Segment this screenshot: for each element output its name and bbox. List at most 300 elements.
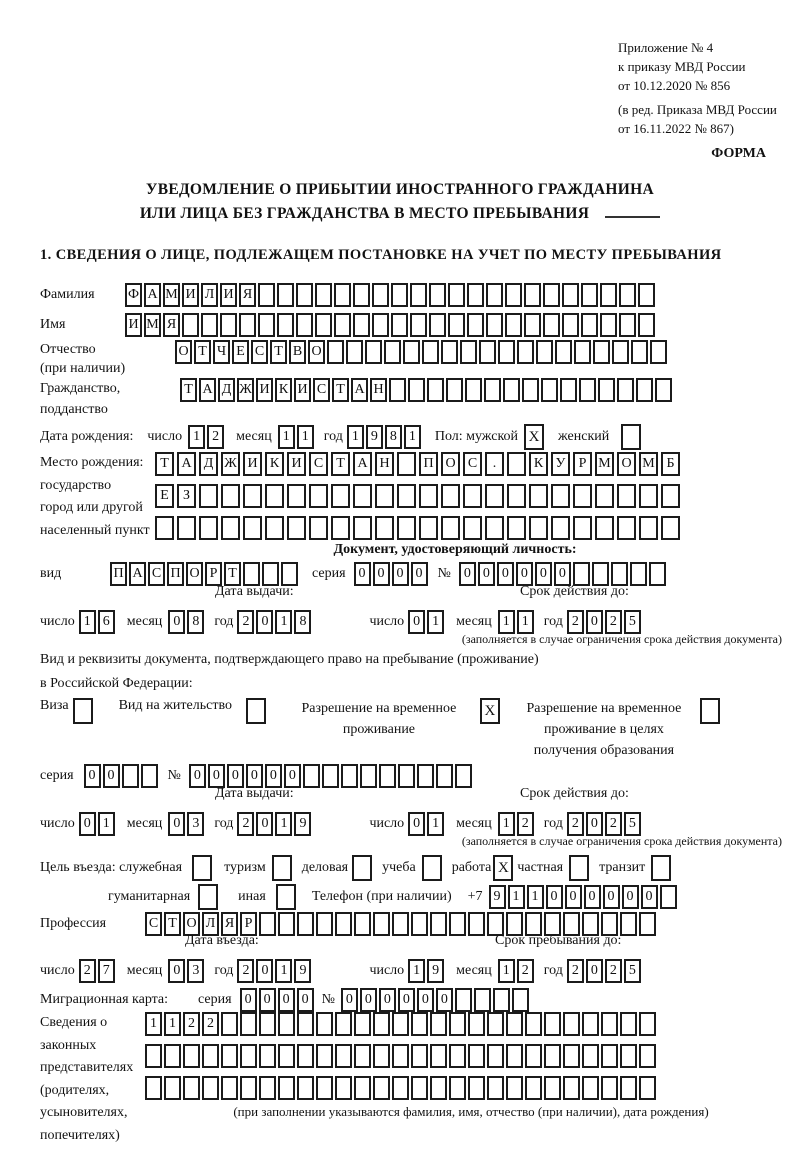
char-cell[interactable]: 0: [354, 562, 371, 586]
char-cell[interactable]: В: [289, 340, 306, 364]
char-cell[interactable]: 3: [187, 959, 204, 983]
char-cell[interactable]: 0: [565, 885, 582, 909]
birthplace-row1-cells[interactable]: [155, 452, 683, 476]
char-cell[interactable]: 1: [297, 425, 314, 449]
char-cell[interactable]: 1: [404, 425, 421, 449]
char-cell[interactable]: Т: [331, 452, 350, 476]
char-cell[interactable]: Т: [194, 340, 211, 364]
char-cell[interactable]: 0: [535, 562, 552, 586]
char-cell[interactable]: 2: [202, 1012, 219, 1036]
char-cell[interactable]: [202, 1044, 219, 1068]
char-cell[interactable]: [517, 340, 534, 364]
char-cell[interactable]: [617, 378, 634, 402]
char-cell[interactable]: [620, 1076, 637, 1100]
char-cell[interactable]: А: [353, 452, 372, 476]
stay-month-cells[interactable]: [498, 959, 536, 983]
char-cell[interactable]: [391, 283, 408, 307]
char-cell[interactable]: [410, 313, 427, 337]
char-cell[interactable]: 1: [498, 812, 515, 836]
char-cell[interactable]: [417, 764, 434, 788]
char-cell[interactable]: Р: [240, 912, 257, 936]
char-cell[interactable]: 0: [478, 562, 495, 586]
char-cell[interactable]: [354, 1012, 371, 1036]
char-cell[interactable]: [543, 283, 560, 307]
char-cell[interactable]: [277, 313, 294, 337]
char-cell[interactable]: 0: [641, 885, 658, 909]
char-cell[interactable]: [463, 516, 482, 540]
char-cell[interactable]: [573, 562, 590, 586]
char-cell[interactable]: [449, 1044, 466, 1068]
char-cell[interactable]: 0: [103, 764, 120, 788]
char-cell[interactable]: 2: [567, 610, 584, 634]
char-cell[interactable]: [639, 484, 658, 508]
char-cell[interactable]: 2: [237, 959, 254, 983]
char-cell[interactable]: [522, 378, 539, 402]
char-cell[interactable]: [164, 1076, 181, 1100]
char-cell[interactable]: 0: [341, 988, 358, 1012]
char-cell[interactable]: [465, 378, 482, 402]
char-cell[interactable]: 1: [79, 610, 96, 634]
char-cell[interactable]: [411, 1012, 428, 1036]
char-cell[interactable]: 0: [189, 764, 206, 788]
char-cell[interactable]: Н: [370, 378, 387, 402]
resdoc-valid-month-cells[interactable]: [498, 812, 536, 836]
char-cell[interactable]: [524, 313, 541, 337]
char-cell[interactable]: С: [309, 452, 328, 476]
char-cell[interactable]: [486, 313, 503, 337]
char-cell[interactable]: 2: [605, 812, 622, 836]
char-cell[interactable]: У: [551, 452, 570, 476]
char-cell[interactable]: 1: [275, 812, 292, 836]
checkbox-other[interactable]: [276, 884, 296, 910]
char-cell[interactable]: [601, 1044, 618, 1068]
char-cell[interactable]: [297, 1044, 314, 1068]
char-cell[interactable]: [408, 378, 425, 402]
char-cell[interactable]: Р: [573, 452, 592, 476]
checkbox-male[interactable]: X: [524, 424, 544, 450]
char-cell[interactable]: [145, 1076, 162, 1100]
char-cell[interactable]: [354, 912, 371, 936]
char-cell[interactable]: [316, 1044, 333, 1068]
iddoc-number-cells[interactable]: [459, 562, 668, 586]
char-cell[interactable]: Р: [205, 562, 222, 586]
char-cell[interactable]: 2: [567, 959, 584, 983]
char-cell[interactable]: [240, 1044, 257, 1068]
patronymic-cells[interactable]: [175, 340, 669, 364]
char-cell[interactable]: 1: [427, 812, 444, 836]
char-cell[interactable]: [335, 1044, 352, 1068]
char-cell[interactable]: [525, 1012, 542, 1036]
char-cell[interactable]: Е: [232, 340, 249, 364]
char-cell[interactable]: [346, 340, 363, 364]
char-cell[interactable]: М: [144, 313, 161, 337]
char-cell[interactable]: [373, 1076, 390, 1100]
char-cell[interactable]: [183, 1044, 200, 1068]
birth-month-cells[interactable]: [278, 425, 316, 449]
char-cell[interactable]: 0: [516, 562, 533, 586]
char-cell[interactable]: [582, 1044, 599, 1068]
checkbox-private[interactable]: [569, 855, 589, 881]
char-cell[interactable]: [391, 313, 408, 337]
char-cell[interactable]: [430, 1012, 447, 1036]
char-cell[interactable]: [562, 313, 579, 337]
char-cell[interactable]: [525, 1044, 542, 1068]
char-cell[interactable]: [639, 1044, 656, 1068]
char-cell[interactable]: [419, 484, 438, 508]
stay-year-cells[interactable]: [567, 959, 643, 983]
char-cell[interactable]: [177, 516, 196, 540]
resdoc-valid-year-cells[interactable]: [567, 812, 643, 836]
char-cell[interactable]: [199, 484, 218, 508]
char-cell[interactable]: 2: [237, 812, 254, 836]
char-cell[interactable]: Л: [202, 912, 219, 936]
char-cell[interactable]: О: [308, 340, 325, 364]
char-cell[interactable]: [145, 1044, 162, 1068]
char-cell[interactable]: [373, 912, 390, 936]
char-cell[interactable]: [309, 516, 328, 540]
char-cell[interactable]: [259, 1012, 276, 1036]
char-cell[interactable]: [278, 912, 295, 936]
char-cell[interactable]: .: [485, 452, 504, 476]
char-cell[interactable]: 9: [366, 425, 383, 449]
char-cell[interactable]: [573, 484, 592, 508]
iddoc-issue-year-cells[interactable]: [237, 610, 313, 634]
char-cell[interactable]: [183, 1076, 200, 1100]
char-cell[interactable]: [485, 484, 504, 508]
char-cell[interactable]: 7: [98, 959, 115, 983]
char-cell[interactable]: 1: [347, 425, 364, 449]
char-cell[interactable]: Д: [218, 378, 235, 402]
char-cell[interactable]: [506, 1076, 523, 1100]
char-cell[interactable]: [617, 516, 636, 540]
checkbox-visa[interactable]: [73, 698, 93, 724]
char-cell[interactable]: [240, 1012, 257, 1036]
char-cell[interactable]: [611, 562, 628, 586]
char-cell[interactable]: 1: [527, 885, 544, 909]
char-cell[interactable]: 0: [79, 812, 96, 836]
char-cell[interactable]: 0: [622, 885, 639, 909]
char-cell[interactable]: [484, 378, 501, 402]
char-cell[interactable]: 2: [567, 812, 584, 836]
char-cell[interactable]: О: [183, 912, 200, 936]
char-cell[interactable]: 1: [278, 425, 295, 449]
char-cell[interactable]: 0: [256, 959, 273, 983]
char-cell[interactable]: [536, 340, 553, 364]
char-cell[interactable]: [617, 484, 636, 508]
char-cell[interactable]: [354, 1076, 371, 1100]
char-cell[interactable]: 0: [408, 610, 425, 634]
char-cell[interactable]: [639, 516, 658, 540]
checkbox-tourism[interactable]: [272, 855, 292, 881]
char-cell[interactable]: [446, 378, 463, 402]
char-cell[interactable]: [430, 1076, 447, 1100]
char-cell[interactable]: 0: [284, 764, 301, 788]
char-cell[interactable]: [309, 484, 328, 508]
char-cell[interactable]: [467, 283, 484, 307]
char-cell[interactable]: 2: [605, 610, 622, 634]
char-cell[interactable]: [487, 1044, 504, 1068]
checkbox-study[interactable]: [422, 855, 442, 881]
char-cell[interactable]: [449, 1076, 466, 1100]
char-cell[interactable]: [419, 516, 438, 540]
checkbox-rvp[interactable]: X: [480, 698, 500, 724]
char-cell[interactable]: [335, 1076, 352, 1100]
char-cell[interactable]: Т: [164, 912, 181, 936]
char-cell[interactable]: С: [251, 340, 268, 364]
char-cell[interactable]: [287, 484, 306, 508]
checkbox-residence-permit[interactable]: [246, 698, 266, 724]
char-cell[interactable]: [202, 1076, 219, 1100]
char-cell[interactable]: 0: [417, 988, 434, 1012]
checkbox-transit[interactable]: [651, 855, 671, 881]
char-cell[interactable]: 0: [411, 562, 428, 586]
char-cell[interactable]: [372, 283, 389, 307]
resdoc-series-cells[interactable]: [84, 764, 160, 788]
char-cell[interactable]: 1: [275, 610, 292, 634]
char-cell[interactable]: [449, 1012, 466, 1036]
phone-cells[interactable]: [489, 885, 679, 909]
char-cell[interactable]: [411, 1076, 428, 1100]
char-cell[interactable]: [660, 885, 677, 909]
char-cell[interactable]: [573, 516, 592, 540]
char-cell[interactable]: [448, 283, 465, 307]
char-cell[interactable]: [422, 340, 439, 364]
char-cell[interactable]: 5: [624, 610, 641, 634]
char-cell[interactable]: О: [186, 562, 203, 586]
char-cell[interactable]: Т: [332, 378, 349, 402]
char-cell[interactable]: И: [294, 378, 311, 402]
char-cell[interactable]: Ф: [125, 283, 142, 307]
stay-day-cells[interactable]: [408, 959, 446, 983]
char-cell[interactable]: М: [595, 452, 614, 476]
char-cell[interactable]: [529, 484, 548, 508]
char-cell[interactable]: [544, 1076, 561, 1100]
char-cell[interactable]: [563, 1044, 580, 1068]
char-cell[interactable]: [650, 340, 667, 364]
char-cell[interactable]: [487, 1012, 504, 1036]
iddoc-series-cells[interactable]: [354, 562, 430, 586]
surname-cells[interactable]: [125, 283, 657, 307]
char-cell[interactable]: [389, 378, 406, 402]
char-cell[interactable]: 1: [498, 959, 515, 983]
migcard-series-cells[interactable]: [240, 988, 316, 1012]
char-cell[interactable]: 3: [187, 812, 204, 836]
char-cell[interactable]: Ж: [237, 378, 254, 402]
char-cell[interactable]: [581, 283, 598, 307]
char-cell[interactable]: Т: [270, 340, 287, 364]
char-cell[interactable]: [335, 1012, 352, 1036]
char-cell[interactable]: [327, 340, 344, 364]
char-cell[interactable]: [620, 1012, 637, 1036]
char-cell[interactable]: [468, 1012, 485, 1036]
char-cell[interactable]: 0: [497, 562, 514, 586]
char-cell[interactable]: [296, 283, 313, 307]
char-cell[interactable]: 0: [208, 764, 225, 788]
char-cell[interactable]: [455, 764, 472, 788]
char-cell[interactable]: [620, 1044, 637, 1068]
char-cell[interactable]: С: [148, 562, 165, 586]
char-cell[interactable]: О: [441, 452, 460, 476]
char-cell[interactable]: [392, 1076, 409, 1100]
char-cell[interactable]: [258, 283, 275, 307]
char-cell[interactable]: [468, 1076, 485, 1100]
char-cell[interactable]: [636, 378, 653, 402]
char-cell[interactable]: [392, 912, 409, 936]
char-cell[interactable]: [436, 764, 453, 788]
char-cell[interactable]: Т: [155, 452, 174, 476]
char-cell[interactable]: [541, 378, 558, 402]
checkbox-official[interactable]: [192, 855, 212, 881]
char-cell[interactable]: [278, 1076, 295, 1100]
char-cell[interactable]: [397, 452, 416, 476]
char-cell[interactable]: 0: [554, 562, 571, 586]
char-cell[interactable]: [631, 340, 648, 364]
char-cell[interactable]: [297, 912, 314, 936]
char-cell[interactable]: С: [463, 452, 482, 476]
char-cell[interactable]: [598, 378, 615, 402]
char-cell[interactable]: 0: [603, 885, 620, 909]
char-cell[interactable]: П: [110, 562, 127, 586]
checkbox-business[interactable]: [352, 855, 372, 881]
resdoc-number-cells[interactable]: [189, 764, 474, 788]
char-cell[interactable]: [448, 313, 465, 337]
char-cell[interactable]: [315, 313, 332, 337]
char-cell[interactable]: [384, 340, 401, 364]
char-cell[interactable]: [397, 484, 416, 508]
char-cell[interactable]: [562, 283, 579, 307]
char-cell[interactable]: [449, 912, 466, 936]
char-cell[interactable]: П: [419, 452, 438, 476]
char-cell[interactable]: [601, 1076, 618, 1100]
char-cell[interactable]: 0: [256, 812, 273, 836]
char-cell[interactable]: [392, 1044, 409, 1068]
char-cell[interactable]: 2: [207, 425, 224, 449]
char-cell[interactable]: Я: [163, 313, 180, 337]
char-cell[interactable]: [427, 378, 444, 402]
char-cell[interactable]: 0: [297, 988, 314, 1012]
char-cell[interactable]: И: [220, 283, 237, 307]
char-cell[interactable]: Б: [661, 452, 680, 476]
char-cell[interactable]: [403, 340, 420, 364]
iddoc-valid-month-cells[interactable]: [498, 610, 536, 634]
char-cell[interactable]: М: [163, 283, 180, 307]
char-cell[interactable]: [410, 283, 427, 307]
char-cell[interactable]: [595, 484, 614, 508]
char-cell[interactable]: [316, 1076, 333, 1100]
char-cell[interactable]: [503, 378, 520, 402]
char-cell[interactable]: [262, 562, 279, 586]
char-cell[interactable]: 1: [498, 610, 515, 634]
char-cell[interactable]: [601, 1012, 618, 1036]
char-cell[interactable]: [560, 378, 577, 402]
char-cell[interactable]: 2: [605, 959, 622, 983]
char-cell[interactable]: 2: [237, 610, 254, 634]
char-cell[interactable]: [639, 1076, 656, 1100]
char-cell[interactable]: [619, 283, 636, 307]
char-cell[interactable]: И: [243, 452, 262, 476]
char-cell[interactable]: [297, 1012, 314, 1036]
char-cell[interactable]: [630, 562, 647, 586]
char-cell[interactable]: [365, 340, 382, 364]
char-cell[interactable]: С: [145, 912, 162, 936]
char-cell[interactable]: [398, 764, 415, 788]
char-cell[interactable]: 0: [398, 988, 415, 1012]
birth-year-cells[interactable]: [347, 425, 423, 449]
char-cell[interactable]: О: [175, 340, 192, 364]
char-cell[interactable]: 0: [373, 562, 390, 586]
char-cell[interactable]: [331, 484, 350, 508]
char-cell[interactable]: Т: [180, 378, 197, 402]
char-cell[interactable]: [507, 452, 526, 476]
char-cell[interactable]: [265, 484, 284, 508]
char-cell[interactable]: [199, 516, 218, 540]
char-cell[interactable]: [441, 484, 460, 508]
char-cell[interactable]: [258, 313, 275, 337]
char-cell[interactable]: [506, 1044, 523, 1068]
birth-day-cells[interactable]: [188, 425, 226, 449]
char-cell[interactable]: 9: [427, 959, 444, 983]
char-cell[interactable]: [639, 1012, 656, 1036]
char-cell[interactable]: [240, 1076, 257, 1100]
char-cell[interactable]: [221, 1076, 238, 1100]
char-cell[interactable]: [506, 1012, 523, 1036]
char-cell[interactable]: 1: [275, 959, 292, 983]
char-cell[interactable]: [582, 1076, 599, 1100]
char-cell[interactable]: [505, 313, 522, 337]
char-cell[interactable]: [259, 912, 276, 936]
entry-month-cells[interactable]: [168, 959, 206, 983]
birthplace-row3-cells[interactable]: [155, 516, 683, 540]
char-cell[interactable]: [486, 283, 503, 307]
char-cell[interactable]: [579, 378, 596, 402]
birthplace-row2-cells[interactable]: [155, 484, 683, 508]
representatives-row2-cells[interactable]: [145, 1044, 658, 1068]
char-cell[interactable]: [278, 1012, 295, 1036]
char-cell[interactable]: 1: [517, 610, 534, 634]
char-cell[interactable]: А: [177, 452, 196, 476]
char-cell[interactable]: [259, 1044, 276, 1068]
char-cell[interactable]: 9: [294, 959, 311, 983]
char-cell[interactable]: 0: [360, 988, 377, 1012]
char-cell[interactable]: 0: [246, 764, 263, 788]
char-cell[interactable]: [649, 562, 666, 586]
char-cell[interactable]: Я: [239, 283, 256, 307]
char-cell[interactable]: [479, 340, 496, 364]
char-cell[interactable]: [563, 1076, 580, 1100]
char-cell[interactable]: 1: [408, 959, 425, 983]
char-cell[interactable]: [373, 1012, 390, 1036]
char-cell[interactable]: [468, 1044, 485, 1068]
char-cell[interactable]: [551, 516, 570, 540]
char-cell[interactable]: П: [167, 562, 184, 586]
char-cell[interactable]: [430, 912, 447, 936]
representatives-row1-cells[interactable]: [145, 1012, 658, 1036]
char-cell[interactable]: А: [129, 562, 146, 586]
char-cell[interactable]: С: [313, 378, 330, 402]
given-name-cells[interactable]: [125, 313, 657, 337]
resdoc-issue-month-cells[interactable]: [168, 812, 206, 836]
migcard-number-cells[interactable]: [341, 988, 531, 1012]
char-cell[interactable]: [155, 516, 174, 540]
char-cell[interactable]: [639, 912, 656, 936]
char-cell[interactable]: [505, 283, 522, 307]
char-cell[interactable]: 2: [517, 959, 534, 983]
char-cell[interactable]: [303, 764, 320, 788]
char-cell[interactable]: А: [199, 378, 216, 402]
char-cell[interactable]: Д: [199, 452, 218, 476]
char-cell[interactable]: [335, 912, 352, 936]
char-cell[interactable]: К: [275, 378, 292, 402]
